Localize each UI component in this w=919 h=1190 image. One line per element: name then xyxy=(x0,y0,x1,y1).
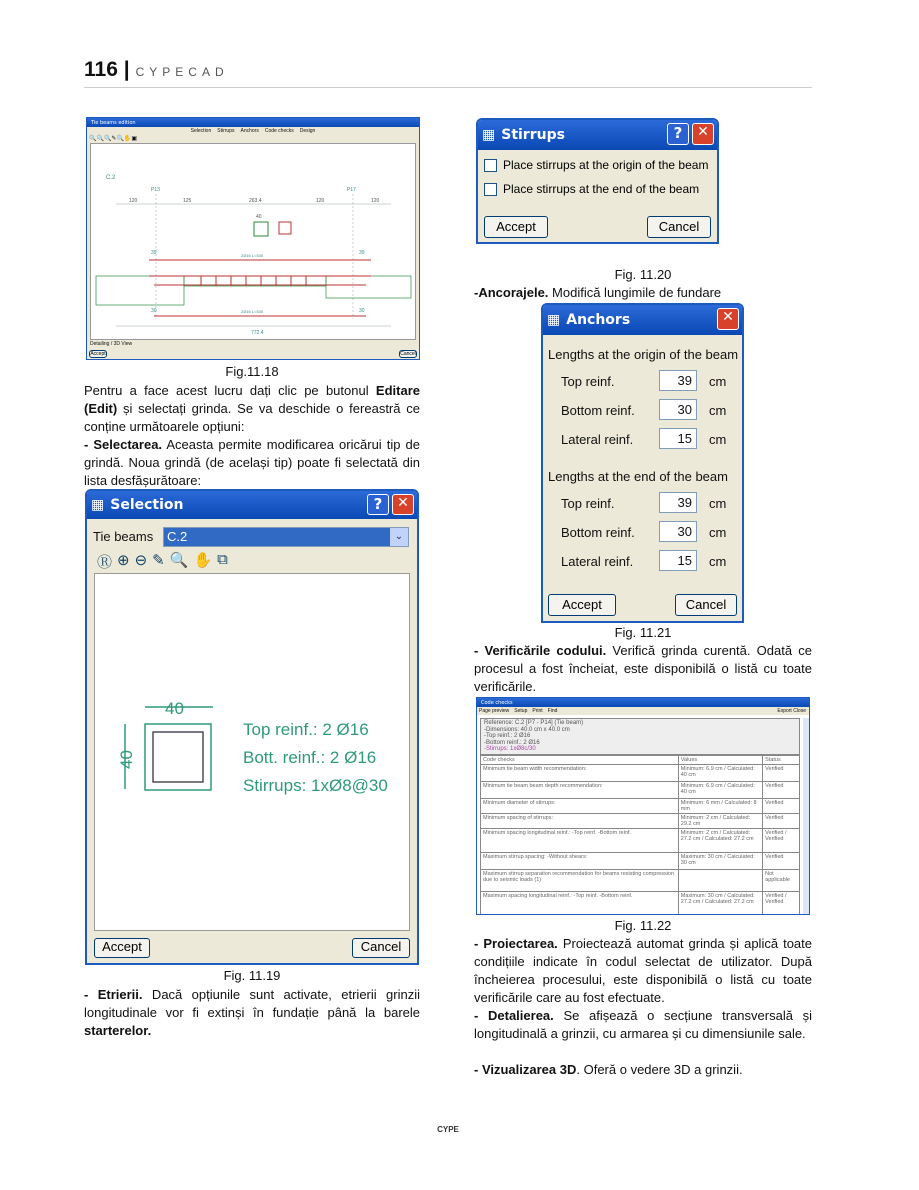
bar-end-label: 39 xyxy=(359,250,365,256)
cancel-button[interactable]: Cancel xyxy=(400,351,416,357)
unit-label: cm xyxy=(709,432,727,447)
cancel-button[interactable]: Cancel xyxy=(675,594,737,616)
unit-label: cm xyxy=(709,374,727,389)
origin-bottom-reinf-input[interactable]: 30 xyxy=(659,399,697,420)
paragraph-anchors: -Ancorajele. Modifică lungimile de fundare xyxy=(474,285,722,300)
accept-button[interactable]: Accept xyxy=(548,594,616,616)
toolbar-stirrups[interactable]: Stirrups xyxy=(217,128,235,134)
page-header xyxy=(84,58,229,82)
dimension-label: 120 xyxy=(371,198,380,204)
dialog-titlebar xyxy=(478,120,717,150)
origin-top-reinf-input[interactable]: 39 xyxy=(659,370,697,391)
header-title: CYPECAD xyxy=(135,65,229,79)
dialog-title: Selection xyxy=(110,497,184,513)
origin-lateral-reinf-input[interactable]: 15 xyxy=(659,428,697,449)
window-title: Tie beams edition xyxy=(91,119,136,126)
bar-end-label: 30 xyxy=(151,308,157,314)
grid-icon: ▦ xyxy=(91,497,105,513)
end-stirrups-checkbox[interactable]: Place stirrups at the end of the beam xyxy=(484,182,699,196)
zoom-all-icon[interactable]: ⊕ xyxy=(117,552,130,569)
unit-label: cm xyxy=(709,554,727,569)
dimension-label: 263.4 xyxy=(249,198,262,204)
view-tools[interactable]: 🔍🔍🔍✎🔍✋▣ xyxy=(89,136,138,142)
zoom-window-icon[interactable]: Ⓡ xyxy=(97,554,113,571)
figure-caption: Fig. 11.21 xyxy=(614,625,672,640)
cancel-button[interactable]: Cancel xyxy=(352,938,410,958)
dialog-title: Stirrups xyxy=(501,127,565,143)
find-button[interactable]: Find xyxy=(547,708,558,714)
cancel-button[interactable]: Cancel xyxy=(647,216,711,238)
zoom-out-icon[interactable]: 🔍 xyxy=(169,552,189,569)
reinforcement-summary xyxy=(243,716,388,800)
unit-label: cm xyxy=(709,525,727,540)
table-row: Maximum spacing longitudinal reinf.: -Top reinf. -Bottom reinf. Maximum: 30 cm / Calculated: 27.2 cm / Calculated: 27.2 cm Verified / Verified xyxy=(481,891,800,914)
setup-button[interactable]: Setup xyxy=(514,708,528,714)
table-row: Minimum spacing of stirrups: Minimum: 2 cm / Calculated: 29.2 cm Verified xyxy=(481,813,800,828)
origin-stirrups-checkbox[interactable]: Place stirrups at the origin of the beam xyxy=(484,158,708,172)
window-titlebar xyxy=(477,698,809,707)
tie-beams-select[interactable]: C.2 ⌄ xyxy=(163,527,409,547)
dialog-title: Anchors xyxy=(566,312,631,328)
drawing-canvas[interactable] xyxy=(90,143,416,340)
figure-caption: Fig. 11.19 xyxy=(223,968,281,983)
section-dimension: 40 xyxy=(256,214,262,220)
dimension-label: 120 xyxy=(316,198,325,204)
accept-button[interactable]: Accept xyxy=(94,938,150,958)
scrollbar[interactable] xyxy=(803,718,809,914)
close-button[interactable]: ✕ xyxy=(717,308,739,330)
table-row: Minimum spacing longitudinal reinf.: -Top reinf. -Bottom reinf. Minimum: 2 cm / Calculated: 27.2 cm / Calculated: 27.2 cm Verified / Verified xyxy=(481,828,800,852)
help-button[interactable]: ? xyxy=(367,494,389,515)
accept-button[interactable]: Accept xyxy=(484,216,548,238)
beam-label: C.2 xyxy=(106,175,116,181)
copy-view-icon[interactable]: ⧉ xyxy=(217,551,228,568)
print-button[interactable]: Print xyxy=(532,708,543,714)
bar-end-label: 30 xyxy=(359,308,365,314)
height-dim: 40 xyxy=(117,750,136,769)
field-label: Bottom reinf. xyxy=(561,525,635,540)
dimension-label: 120 xyxy=(129,198,138,204)
paragraph-code-checks: - Verificările codului. Verifică grinda curentă. Odată ce procesul a fost încheiat, este disponibilă o listă cu toate verificările. xyxy=(474,643,812,694)
paragraph-stirrups: - Etrierii. Dacă opțiunile sunt activate, etrierii grinzii longitudinale vor fi extinși în fundație până la barele starterelor. xyxy=(84,987,420,1038)
toolbar-anchors[interactable]: Anchors xyxy=(240,128,259,134)
selection-dialog xyxy=(85,489,419,965)
column-label: P13 xyxy=(151,187,160,193)
top-reinf-text: Top reinf.: 2 Ø16 xyxy=(243,720,369,739)
chevron-down-icon[interactable]: ⌄ xyxy=(390,528,408,546)
beam-info: Reference: C.2 [P7 - P14] (Tie beam) -Dimensions: 40.0 cm x 40.0 cm -Top reinf.: 2 Ø16 -Bottom reinf.: 2 Ø16 -Stirrups: 1xØ8c/30 xyxy=(480,718,800,755)
figure-caption: Fig. 11.22 xyxy=(614,918,672,933)
report-toolbar xyxy=(477,707,809,715)
tie-beams-edition-window xyxy=(86,117,420,360)
stirrups-dialog xyxy=(476,118,719,244)
edit-toolbar xyxy=(87,127,419,135)
paragraph-detailing: - Detalierea. Se afișează o secțiune transversală și longitudinală a grinzii, cu armarea și cu dimensiunile sale. xyxy=(474,1008,813,1041)
field-label: Lateral reinf. xyxy=(561,432,634,447)
paragraph-edit: Pentru a face acest lucru dați clic pe butonul Editare (Edit) și selectați grinda. Se va deschide o fereastră ce conține următoarele opțiuni: xyxy=(84,383,420,434)
column-label: P17 xyxy=(347,187,356,193)
dialog-titlebar xyxy=(87,491,417,519)
page-number: 116 xyxy=(84,58,118,81)
field-label: Bottom reinf. xyxy=(561,403,635,418)
code-checks-window xyxy=(476,697,810,915)
tie-beams-label: Tie beams xyxy=(93,529,154,544)
bottom-reinf-text: Bott. reinf.: 2 Ø16 xyxy=(243,748,377,767)
report-body xyxy=(480,718,800,914)
close-button[interactable]: Close xyxy=(793,708,806,714)
edit-icon[interactable]: ✎ xyxy=(152,552,165,569)
toolbar-code-checks[interactable]: Code checks xyxy=(264,128,294,134)
toolbar-selection[interactable]: Selection xyxy=(190,128,212,134)
field-label: Top reinf. xyxy=(561,496,615,511)
section-preview xyxy=(94,573,410,931)
window-titlebar xyxy=(87,118,419,127)
table-row: Minimum tie beam beam depth recommendation: Minimum: 6.9 cm / Calculated: 40 cm Verified xyxy=(481,781,800,798)
close-button[interactable]: ✕ xyxy=(392,494,414,515)
window-title: Code checks xyxy=(481,699,513,706)
export-button[interactable]: Export xyxy=(777,708,792,714)
top-bar-label: 2Ø16 L=530 xyxy=(241,253,264,258)
bar-end-label: 39 xyxy=(151,250,157,256)
close-button[interactable]: ✕ xyxy=(692,123,714,145)
header-rule xyxy=(84,87,812,88)
toolbar-design[interactable]: Design xyxy=(299,128,316,134)
header-separator: | xyxy=(123,58,130,81)
end-lateral-reinf-input[interactable]: 15 xyxy=(659,550,697,571)
field-label: Lateral reinf. xyxy=(561,554,634,569)
end-bottom-reinf-input[interactable]: 30 xyxy=(659,521,697,542)
origin-heading: Lengths at the origin of the beam xyxy=(548,347,739,362)
zoom-x2-icon[interactable]: ⊖ xyxy=(134,552,148,569)
accept-button[interactable]: Accept xyxy=(90,351,106,357)
stirrups-text: Stirrups: 1xØ8@30 xyxy=(243,776,388,795)
paragraph-selection: - Selectarea. Aceasta permite modificarea oricărui tip de grindă. Noua grindă (de același tip) poate fi selectată din lista desfășurătoare: xyxy=(84,437,420,488)
help-button[interactable]: ? xyxy=(667,123,689,145)
figure-caption: Fig.11.18 xyxy=(225,364,279,379)
tab-detailing[interactable]: Detailing xyxy=(90,341,110,347)
table-row: Minimum diameter of stirrups: Minimum: 6 mm / Calculated: 8 mm Verified xyxy=(481,798,800,813)
end-top-reinf-input[interactable]: 39 xyxy=(659,492,697,513)
field-label: Top reinf. xyxy=(561,374,615,389)
bottom-bar-label: 2Ø16 L=530 xyxy=(241,309,264,314)
anchors-dialog xyxy=(541,303,744,623)
code-checks-table: Code checks Values Status Minimum tie beam width recommendation: Minimum: 6.9 cm / Calculated: 40 cm Verified Minimum tie beam beam depth recommendation: Minimum: 6.9 cm / Calculated: 40 cm Verified Minimum diameter of stirrups: Minimum: 6 mm / Calculated: 8 mm Verified Minimum spacing of stirrups: Minimum: 2 cm / Calculated: 29.2 cm Verified Minimum spacing longitudinal reinf.: -Top reinf. -Bottom reinf. Minimum: 2 cm / Calculated: 27.2 cm / Calculated: 27.2 cm Verified / Verified Maximum stirrup spacing: -Without shears: Maximum: 30 cm / Calculated: 30 cm Verified Maximum stirrup separation recommendation for beams resisting compression due to seismic loads (1) Not applicable Maximum spacing longitudinal reinf.: -Top reinf. -Bottom reinf. Maximum: 30 cm / Calculated: 27.2 cm / Calculated: 27.2 cm Verified / Verified xyxy=(480,755,800,915)
view-toolbar xyxy=(97,551,228,572)
unit-label: cm xyxy=(709,496,727,511)
grid-icon: ▦ xyxy=(482,127,496,143)
total-length: 772.4 xyxy=(251,330,264,336)
page-footer: CYPE xyxy=(437,1125,459,1134)
dimension-label: 125 xyxy=(183,198,192,204)
unit-label: cm xyxy=(709,403,727,418)
grid-icon: ▦ xyxy=(547,312,561,328)
table-row: Minimum tie beam width recommendation: Minimum: 6.9 cm / Calculated: 40 cm Verified xyxy=(481,764,800,781)
width-dim: 40 xyxy=(165,699,184,718)
pan-hand-icon[interactable]: ✋ xyxy=(193,552,213,569)
view-tabs: Detailing / 3D View xyxy=(90,341,133,347)
page-preview-button[interactable]: Page preview xyxy=(479,708,510,714)
paragraph-3d-view: - Vizualizarea 3D. Oferă o vedere 3D a grinzii. xyxy=(474,1062,743,1077)
table-row: Maximum stirrup separation recommendation for beams resisting compression due to seismic loads (1) Not applicable xyxy=(481,869,800,891)
paragraph-design: - Proiectarea. Proiectează automat grinda și aplică toate condițiile indicate în codul selectat de utilizator. După încheierea procesului, este disponibilă o listă cu toate verificările care au fost efectuate. xyxy=(474,936,813,1005)
dialog-titlebar xyxy=(543,305,742,335)
table-row: Maximum stirrup spacing: -Without shears: Maximum: 30 cm / Calculated: 30 cm Verified xyxy=(481,852,800,869)
figure-caption: Fig. 11.20 xyxy=(614,267,672,282)
end-heading: Lengths at the end of the beam xyxy=(548,469,728,484)
tab-3d-view[interactable]: 3D View xyxy=(113,341,133,347)
beam-drawing xyxy=(91,144,417,341)
